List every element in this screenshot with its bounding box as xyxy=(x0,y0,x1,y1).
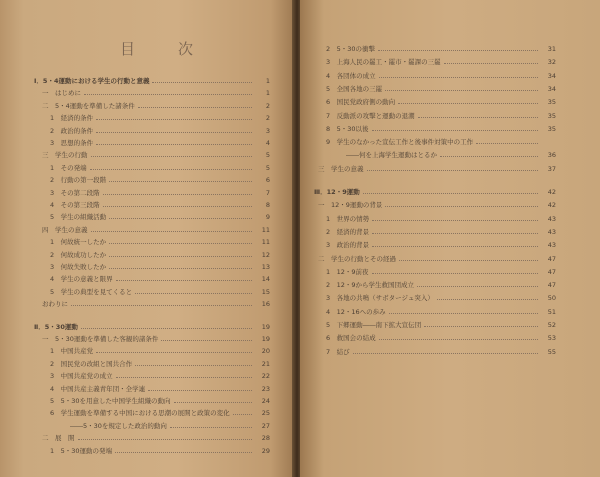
toc-entry xyxy=(34,101,270,111)
toc-entry-label: 4 各団体の成立 xyxy=(326,71,376,80)
toc-entry-label: 1 12・9前夜 xyxy=(326,267,369,276)
toc-entry xyxy=(34,384,270,394)
toc-entry-label: Ⅰ．5・4運動における学生の行動と意義 xyxy=(34,77,150,85)
toc-entry xyxy=(314,124,556,134)
toc-entry xyxy=(314,57,556,67)
toc-entry-label: 2 政治的条件 xyxy=(50,126,94,135)
toc-entry-label: 5 全国各地の三罷 xyxy=(326,84,383,93)
toc-entry-page: 24 xyxy=(261,397,270,405)
toc-entry-page: 42 xyxy=(547,188,556,196)
leader-dots xyxy=(90,169,252,170)
toc-entry xyxy=(34,322,270,332)
toc-entry-label: 三 学生の行動 xyxy=(42,151,88,160)
left-page xyxy=(0,0,294,477)
toc-entry-page: 35 xyxy=(547,98,556,107)
toc-entry-label: 1 5・30運動の発端 xyxy=(50,446,113,455)
toc-entry xyxy=(314,254,556,264)
toc-entry-page: 51 xyxy=(547,307,556,316)
toc-entry xyxy=(314,307,556,317)
toc-entry xyxy=(314,320,556,330)
leader-dots xyxy=(161,340,252,341)
leader-dots xyxy=(135,293,252,294)
leader-dots xyxy=(444,63,538,64)
toc-entry-page: 1 xyxy=(265,77,270,85)
toc-entry xyxy=(34,346,270,356)
toc-entry-page: 5 xyxy=(265,151,270,160)
leader-dots xyxy=(135,365,252,366)
leader-dots xyxy=(440,156,538,157)
leader-dots xyxy=(109,181,252,182)
toc-entry-label: 9 学生のなかった宣伝工作と後事件対策中の工作 xyxy=(326,138,474,147)
toc-entry-label: 一 5・30運動を準備した客観的諸条件 xyxy=(42,335,159,343)
toc-entry xyxy=(34,212,270,222)
toc-entry xyxy=(34,262,270,272)
leader-dots xyxy=(378,50,538,51)
toc-entry-label: 2 何故成功したか xyxy=(50,250,107,259)
toc-entry-page: 14 xyxy=(261,275,270,284)
toc-entry-label: 7 反動派の攻撃と運動の退潮 xyxy=(326,111,415,120)
toc-entry-label: Ⅲ．12・9運動 xyxy=(314,188,360,196)
leader-dots xyxy=(372,233,538,234)
toc-entry xyxy=(314,164,556,174)
leader-dots xyxy=(96,132,252,133)
toc-entry-page: 43 xyxy=(547,241,556,250)
toc-entry xyxy=(34,188,270,198)
toc-entry-page: 3 xyxy=(265,126,270,135)
toc-entry xyxy=(314,84,556,94)
toc-entry-page: 4 xyxy=(265,139,270,147)
leader-dots xyxy=(398,103,538,104)
toc-entry-page: 37 xyxy=(547,164,556,173)
toc-entry-page: 1 xyxy=(265,89,270,98)
toc-entry xyxy=(34,175,270,185)
toc-entry-label: 1 何故統一したか xyxy=(50,238,107,247)
toc-entry xyxy=(34,359,270,369)
toc-entry xyxy=(34,250,270,260)
leader-dots xyxy=(96,352,252,353)
leader-dots xyxy=(353,353,538,354)
leader-dots xyxy=(71,305,252,306)
toc-entry-label: 四 学生の意義 xyxy=(42,225,88,234)
toc-entry-label: 5 5・30を用意した中国学生組織の動向 xyxy=(50,397,171,405)
leader-dots xyxy=(91,156,253,157)
toc-entry-page: 52 xyxy=(547,321,556,329)
toc-entry-page: 13 xyxy=(261,263,270,271)
toc-entry-label: 1 経済的条件 xyxy=(50,114,94,123)
toc-entry xyxy=(34,237,270,247)
leader-dots xyxy=(138,107,252,108)
leader-dots xyxy=(372,273,538,274)
toc-entry-label: 二 5・4運動を準備した諸条件 xyxy=(42,101,135,110)
leader-dots xyxy=(385,90,538,91)
toc-entry-page: 43 xyxy=(547,227,556,236)
toc-entry xyxy=(34,200,270,210)
toc-entry xyxy=(34,150,270,160)
toc-entry xyxy=(34,408,270,418)
toc-entry xyxy=(34,396,270,406)
leader-dots xyxy=(174,402,252,403)
toc-entry-page: 27 xyxy=(261,421,270,430)
leader-dots xyxy=(109,256,252,257)
toc-entry xyxy=(314,214,556,224)
toc-entry-label: 2 5・30の衝撃 xyxy=(326,45,376,53)
leader-dots xyxy=(103,194,252,195)
toc-entry-page: 47 xyxy=(547,281,556,290)
leader-dots xyxy=(152,82,252,83)
toc-entry xyxy=(34,287,270,297)
toc-entry-label: 一 12・9運動の背景 xyxy=(318,201,383,210)
toc-entry-page: 2 xyxy=(265,114,270,123)
leader-dots xyxy=(109,243,252,244)
toc-entry-label: 5 学生の典型を見てくると xyxy=(50,287,133,296)
toc-entry xyxy=(34,299,270,309)
toc-entry-page: 2 xyxy=(265,101,270,110)
toc-entry-page: 11 xyxy=(261,238,270,247)
toc-entry-label: 3 政治的背景 xyxy=(326,241,370,250)
leader-dots xyxy=(372,220,538,221)
toc-entry-page: 53 xyxy=(547,334,556,343)
toc-entry xyxy=(314,293,556,303)
leader-dots xyxy=(148,390,252,391)
toc-entry-label: 2 国民党の改組と国共合作 xyxy=(50,359,133,368)
toc-entry-page: 35 xyxy=(547,124,556,133)
leader-dots xyxy=(417,286,538,287)
toc-entry-page: 12 xyxy=(261,250,270,259)
leader-dots xyxy=(418,117,538,118)
leader-dots xyxy=(372,130,538,131)
toc-entry-label: 3 その第二段階 xyxy=(50,188,100,197)
toc-entry-label: 一 はじめに xyxy=(42,89,81,98)
toc-entry-page: 34 xyxy=(547,71,556,80)
toc-entry-label: 二 学生の行動とその経過 xyxy=(318,254,396,263)
toc-entry xyxy=(34,225,270,235)
toc-entry-label: 2 行動の第一段階 xyxy=(50,176,107,185)
leader-dots xyxy=(109,218,252,219)
toc-entry-page: 21 xyxy=(261,359,270,368)
toc-entry xyxy=(314,240,556,250)
toc-entry-label: 2 12・9から学生救国団成立 xyxy=(326,281,415,290)
toc-entry-label: 4 中国共産主義青年団・全学連 xyxy=(50,384,146,393)
toc-entry xyxy=(34,163,270,173)
right-page xyxy=(300,0,600,477)
leader-dots xyxy=(109,268,252,269)
toc-entry-page: 16 xyxy=(261,300,270,309)
leader-dots xyxy=(81,328,252,329)
toc-entry-label: 1 世界の情勢 xyxy=(326,214,370,223)
toc-entry-label: Ⅱ．5・30運動 xyxy=(34,322,78,331)
leader-dots xyxy=(115,452,252,453)
leader-dots xyxy=(379,77,538,78)
toc-entry-label: 3 中国共産党の成立 xyxy=(50,372,113,381)
toc-entry-page: 47 xyxy=(547,267,556,276)
leader-dots xyxy=(233,414,252,415)
toc-entry-page: 36 xyxy=(547,151,556,160)
toc-entry-label: おわりに xyxy=(42,300,68,309)
toc-entry-page: 43 xyxy=(547,214,556,223)
toc-entry xyxy=(314,200,556,210)
toc-entry-page: 15 xyxy=(261,287,270,296)
toc-entry-label: 6 学生運動を準備する中国における思潮の展開と政策の変化 xyxy=(50,409,230,418)
toc-entry xyxy=(314,97,556,107)
toc-entry-page: 35 xyxy=(547,111,556,120)
toc-entry-label: 二 展 開 xyxy=(42,434,75,443)
toc-entry xyxy=(34,371,270,381)
toc-entry-page: 32 xyxy=(547,58,556,67)
toc-entry xyxy=(314,111,556,121)
toc-entry-label: 7 結び xyxy=(326,347,350,356)
toc-entry-label: 3 上海人民の罷工・罷市・罷課の三罷 xyxy=(326,58,441,67)
toc-entry-label: 5 下郷運動――南下拡大宣伝団 xyxy=(326,321,422,329)
toc-entry-label: 3 思想的条件 xyxy=(50,139,94,147)
toc-entry xyxy=(34,421,270,431)
toc-entry xyxy=(314,137,556,147)
toc-entry-label: ――何を上海学生運動はとるか xyxy=(346,151,437,160)
toc-entry-label: 4 その第三段階 xyxy=(50,201,100,209)
toc-entry-page: 9 xyxy=(265,213,270,222)
toc-entry xyxy=(314,280,556,290)
leader-dots xyxy=(424,326,538,327)
leader-dots xyxy=(96,119,252,120)
toc-entry-label: 8 5・30以後 xyxy=(326,124,369,133)
toc-entry-label: 6 救国会の結成 xyxy=(326,334,376,343)
toc-entry-page: 28 xyxy=(261,434,270,443)
toc-entry-page: 55 xyxy=(547,347,556,356)
toc-entry-label: 1 中国共産党 xyxy=(50,347,94,356)
toc-entry-label: 2 経済的背景 xyxy=(326,227,370,236)
leader-dots xyxy=(96,144,252,145)
toc-entry-page: 34 xyxy=(547,84,556,93)
page-title: 目 次 xyxy=(120,40,208,58)
leader-dots xyxy=(91,231,253,232)
toc-entry-label: 3 何故失敗したか xyxy=(50,263,107,271)
toc-entry-label: 三 学生の意義 xyxy=(318,164,364,173)
leader-dots xyxy=(399,260,538,261)
toc-entry-page: 29 xyxy=(261,446,270,455)
leader-dots xyxy=(116,280,252,281)
toc-entry-label: 5 学生の組織活動 xyxy=(50,213,107,222)
leader-dots xyxy=(385,206,538,207)
toc-entry xyxy=(314,44,556,54)
leader-dots xyxy=(78,439,253,440)
leader-dots xyxy=(389,313,538,314)
toc-entry-page: 7 xyxy=(265,188,270,197)
leader-dots xyxy=(476,143,538,144)
toc-entry xyxy=(314,347,556,357)
toc-entry xyxy=(314,267,556,277)
toc-entry xyxy=(34,446,270,456)
toc-entry-page: 20 xyxy=(261,347,270,356)
toc-entry-page: 50 xyxy=(547,294,556,303)
leader-dots xyxy=(103,206,252,207)
toc-entry-label: 3 各地の共鳴（サボタージュ突入） xyxy=(326,294,434,303)
toc-entry xyxy=(34,334,270,344)
toc-entry-label: 4 学生の意義と限界 xyxy=(50,275,113,284)
leader-dots xyxy=(372,246,538,247)
toc-entry-page: 22 xyxy=(261,372,270,381)
toc-entry xyxy=(34,274,270,284)
toc-entry xyxy=(314,333,556,343)
toc-entry-page: 6 xyxy=(265,176,270,185)
toc-entry xyxy=(34,433,270,443)
toc-entry-page: 42 xyxy=(547,201,556,210)
toc-entry xyxy=(314,187,556,197)
toc-entry-page: 23 xyxy=(261,384,270,393)
toc-entry-label: ――5・30を規定した政治的動向 xyxy=(70,421,167,430)
toc-entry-page: 31 xyxy=(547,45,556,53)
leader-dots xyxy=(363,193,538,194)
toc-entry-label: 6 国民党政府側の動向 xyxy=(326,98,396,107)
leader-dots xyxy=(437,299,538,300)
toc-entry-page: 19 xyxy=(261,335,270,343)
toc-entry xyxy=(34,113,270,123)
leader-dots xyxy=(379,339,538,340)
toc-entry xyxy=(34,76,270,86)
toc-entry-label: 4 12・16への歩み xyxy=(326,307,386,316)
toc-entry xyxy=(34,138,270,148)
toc-entry xyxy=(314,71,556,81)
toc-entry-page: 25 xyxy=(261,409,270,418)
toc-entry xyxy=(314,227,556,237)
leader-dots xyxy=(84,94,252,95)
toc-entry xyxy=(34,88,270,98)
leader-dots xyxy=(116,377,252,378)
toc-entry-page: 5 xyxy=(265,163,270,172)
toc-entry-label: 1 その発端 xyxy=(50,163,87,172)
toc-entry xyxy=(314,150,556,160)
toc-entry-page: 47 xyxy=(547,254,556,263)
toc-entry xyxy=(34,126,270,136)
leader-dots xyxy=(170,427,252,428)
leader-dots xyxy=(367,170,539,171)
toc-entry-page: 19 xyxy=(261,322,270,331)
toc-entry-page: 11 xyxy=(261,225,270,234)
toc-entry-page: 8 xyxy=(265,201,270,209)
